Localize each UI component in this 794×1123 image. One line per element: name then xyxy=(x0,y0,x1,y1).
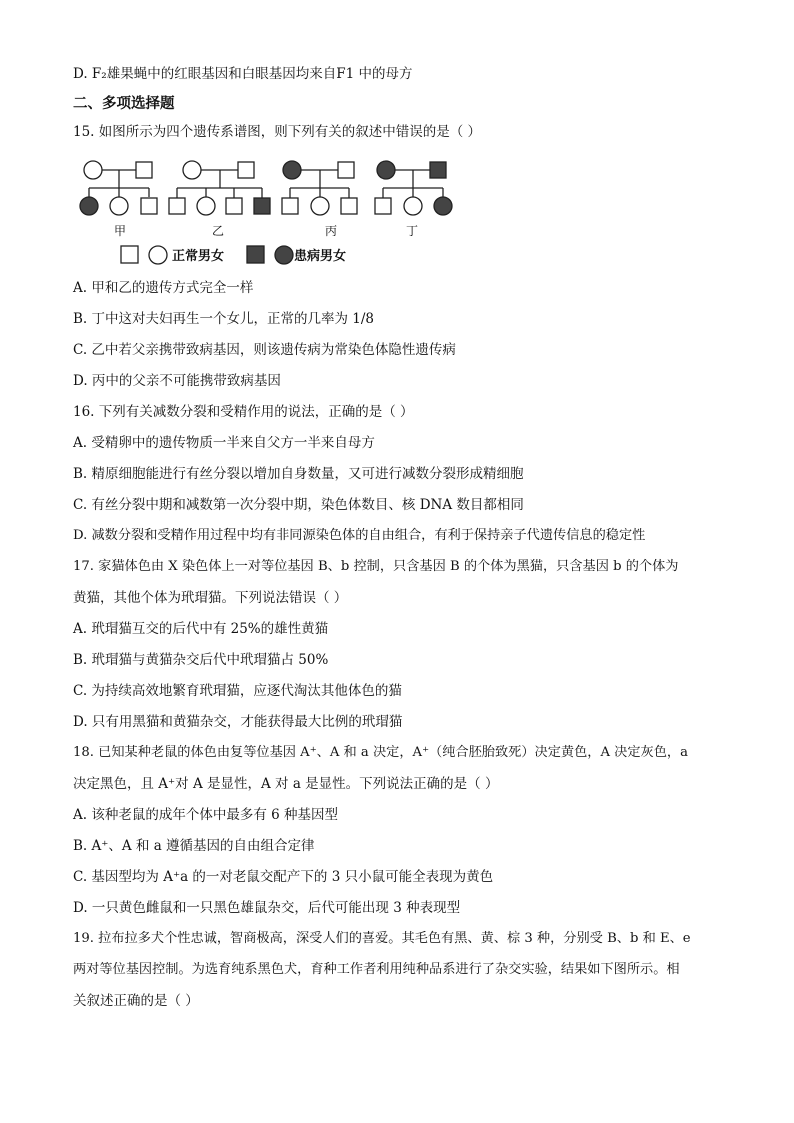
q16-option-c: C. 有丝分裂中期和减数第一次分裂中期，染色体数目、核 DNA 数目都相同 xyxy=(73,497,524,513)
legend-normal-symbols xyxy=(120,244,172,266)
q17-option-b: B. 玳瑁猫与黄猫杂交后代中玳瑁猫占 50% xyxy=(73,652,329,668)
q17-stem-line-1: 17. 家猫体色由 X 染色体上一对等位基因 B、b 控制，只含基因 B 的个体为黑猫，只含基因 b 的个体为 xyxy=(73,559,679,574)
q17-option-d: D. 只有用黑猫和黄猫杂交，才能获得最大比例的玳瑁猫 xyxy=(73,714,403,730)
q18-stem-line-1: 18. 已知某种老鼠的体色由复等位基因 A⁺、A 和 a 决定，A⁺（纯合胚胎致死）决定黄色，A 决定灰色，a xyxy=(73,745,688,760)
pedigree-label-jia: 甲 xyxy=(114,224,127,238)
pedigree-ding xyxy=(370,150,470,240)
q15-stem: 15. 如图所示为四个遗传系谱图，则下列有关的叙述中错误的是（ ） xyxy=(73,124,482,140)
q15-option-b: B. 丁中这对夫妇再生一个女儿，正常的几率为 1/8 xyxy=(73,311,375,327)
q18-option-c: C. 基因型均为 A⁺a 的一对老鼠交配产下的 3 只小鼠可能全表现为黄色 xyxy=(73,869,494,885)
q19-stem-line-3: 关叙述正确的是（ ） xyxy=(73,993,199,1009)
q18-stem-line-2: 决定黑色，且 A⁺对 A 是显性，A 对 a 是显性。下列说法正确的是（ ） xyxy=(73,776,499,792)
q15-option-d: D. 丙中的父亲不可能携带致病基因 xyxy=(73,373,281,389)
q15-option-a: A. 甲和乙的遗传方式完全一样 xyxy=(73,280,254,296)
q19-stem-line-2: 两对等位基因控制。为选育纯系黑色犬，育种工作者利用纯种品系进行了杂交实验，结果如下图所示。相 xyxy=(73,962,680,977)
q16-option-a: A. 受精卵中的遗传物质一半来自父方一半来自母方 xyxy=(73,435,375,451)
q17-stem-line-2: 黄猫，其他个体为玳瑁猫。下列说法错误（ ） xyxy=(73,590,348,606)
legend-affected-symbols xyxy=(246,244,298,266)
pedigree-label-yi: 乙 xyxy=(212,224,225,238)
pedigree-yi xyxy=(169,161,270,215)
section-heading: 二、多项选择题 xyxy=(73,96,175,112)
legend-normal-label: 正常男女 xyxy=(172,249,225,264)
q18-option-a: A. 该种老鼠的成年个体中最多有 6 种基因型 xyxy=(73,807,339,823)
pedigree-jia xyxy=(80,161,157,215)
legend-affected-label: 患病男女 xyxy=(294,249,347,264)
q18-option-d: D. 一只黄色雌鼠和一只黑色雄鼠杂交，后代可能出现 3 种表现型 xyxy=(73,900,461,916)
pedigree-label-bing: 丙 xyxy=(325,224,338,238)
q16-stem: 16. 下列有关减数分裂和受精作用的说法，正确的是（ ） xyxy=(73,404,414,420)
previous-question-option-d: D. F₂雄果蝇中的红眼基因和白眼基因均来自F1 中的母方 xyxy=(73,66,413,82)
q15-option-c: C. 乙中若父亲携带致病基因，则该遗传病为常染色体隐性遗传病 xyxy=(73,342,456,358)
q16-option-b: B. 精原细胞能进行有丝分裂以增加自身数量，又可进行减数分裂形成精细胞 xyxy=(73,466,524,482)
pedigree-label-ding: 丁 xyxy=(406,224,419,238)
q18-option-b: B. A⁺、A 和 a 遵循基因的自由组合定律 xyxy=(73,838,315,854)
q16-option-d: D. 减数分裂和受精作用过程中均有非同源染色体的自由组合，有利于保持亲子代遗传信息的稳定性 xyxy=(73,528,646,543)
q17-option-c: C. 为持续高效地繁育玳瑁猫，应逐代淘汰其他体色的猫 xyxy=(73,683,402,699)
q17-option-a: A. 玳瑁猫互交的后代中有 25%的雄性黄猫 xyxy=(73,621,329,637)
q19-stem-line-1: 19. 拉布拉多犬个性忠诚，智商极高，深受人们的喜爱。其毛色有黑、黄、棕 3 种，分别受 B、b 和 E、e xyxy=(73,931,691,946)
pedigree-bing xyxy=(282,161,357,215)
